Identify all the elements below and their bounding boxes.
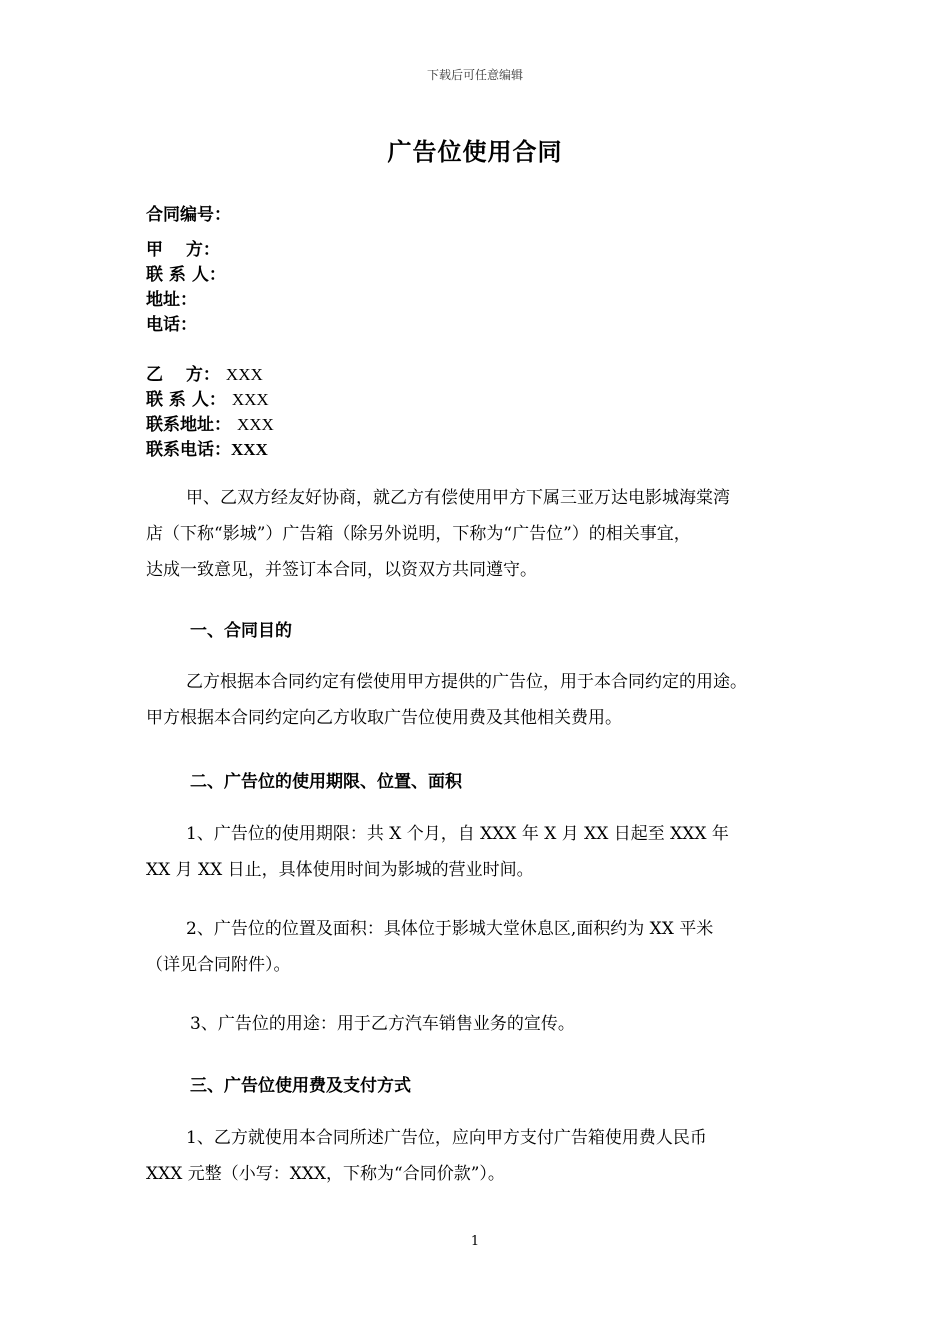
party-b-phone-row bbox=[146, 435, 268, 460]
section-1-heading: 一、合同目的 bbox=[190, 621, 292, 641]
section-1-line: 乙方根据本合同约定有偿使用甲方提供的广告位，用于本合同约定的用途。 bbox=[186, 672, 747, 692]
section-2-item-3 bbox=[146, 1006, 810, 1042]
party-b-contact-row bbox=[146, 385, 269, 410]
section-3-item-1-line: 1、乙方就使用本合同所述广告位，应向甲方支付广告箱使用费人民币 bbox=[186, 1128, 707, 1148]
party-b-contact-label: 联 系 人： bbox=[146, 390, 226, 410]
section-2-item-1 bbox=[146, 816, 810, 888]
party-b-phone-value: XXX bbox=[231, 440, 268, 459]
party-a-contact-label: 联 系 人： bbox=[146, 265, 226, 285]
intro-line: 甲、乙双方经友好协商，就乙方有偿使用甲方下属三亚万达电影城海棠湾 bbox=[186, 488, 730, 508]
party-a-address-label: 地址： bbox=[146, 290, 197, 310]
party-b-name-value: XXX bbox=[225, 365, 263, 384]
section-3-item-1 bbox=[146, 1120, 810, 1192]
party-b-contact-value: XXX bbox=[231, 390, 269, 409]
party-a-name-label: 甲 方： bbox=[146, 240, 220, 260]
section-1-line: 甲方根据本合同约定向乙方收取广告位使用费及其他相关费用。 bbox=[146, 708, 622, 728]
section-2-heading: 二、广告位的使用期限、位置、面积 bbox=[190, 772, 462, 792]
intro-paragraph bbox=[146, 480, 810, 588]
party-b-address-value: XXX bbox=[237, 415, 274, 434]
section-2-item-2-line: （详见合同附件）。 bbox=[146, 955, 291, 975]
intro-line: 店（下称“影城”）广告箱（除另外说明，下称为“广告位”）的相关事宜， bbox=[146, 524, 691, 544]
party-b-address-row bbox=[146, 410, 274, 435]
party-a-phone-label: 电话： bbox=[146, 315, 197, 335]
party-b-address-label: 联系地址： bbox=[146, 415, 231, 435]
party-b-name-row bbox=[146, 360, 263, 385]
document-title: 广告位使用合同 bbox=[387, 138, 563, 166]
section-2-item-1-line: 1、广告位的使用期限：共 X 个月，自 XXX 年 X 月 XX 日起至 XXX 年 bbox=[186, 824, 729, 844]
page-number: 1 bbox=[470, 1234, 480, 1249]
section-2-item-3-line: 3、广告位的用途：用于乙方汽车销售业务的宣传。 bbox=[190, 1014, 575, 1034]
section-2-item-1-line: XX 月 XX 日止，具体使用时间为影城的营业时间。 bbox=[146, 860, 534, 880]
header-note: 下载后可任意编辑 bbox=[426, 68, 523, 82]
intro-line: 达成一致意见，并签订本合同，以资双方共同遵守。 bbox=[146, 560, 537, 580]
party-b-phone-label: 联系电话： bbox=[146, 440, 231, 460]
contract-number-label: 合同编号： bbox=[146, 205, 231, 225]
section-3-heading: 三、广告位使用费及支付方式 bbox=[190, 1076, 411, 1096]
party-b-name-label: 乙 方： bbox=[146, 365, 220, 385]
section-2-item-2 bbox=[146, 911, 810, 983]
section-3-item-1-line: XXX 元整（小写：XXX，下称为“合同价款”）。 bbox=[146, 1164, 505, 1184]
section-1-paragraph bbox=[146, 664, 810, 736]
section-2-item-2-line: 2、广告位的位置及面积：具体位于影城大堂休息区,面积约为 XX 平米 bbox=[186, 919, 714, 939]
